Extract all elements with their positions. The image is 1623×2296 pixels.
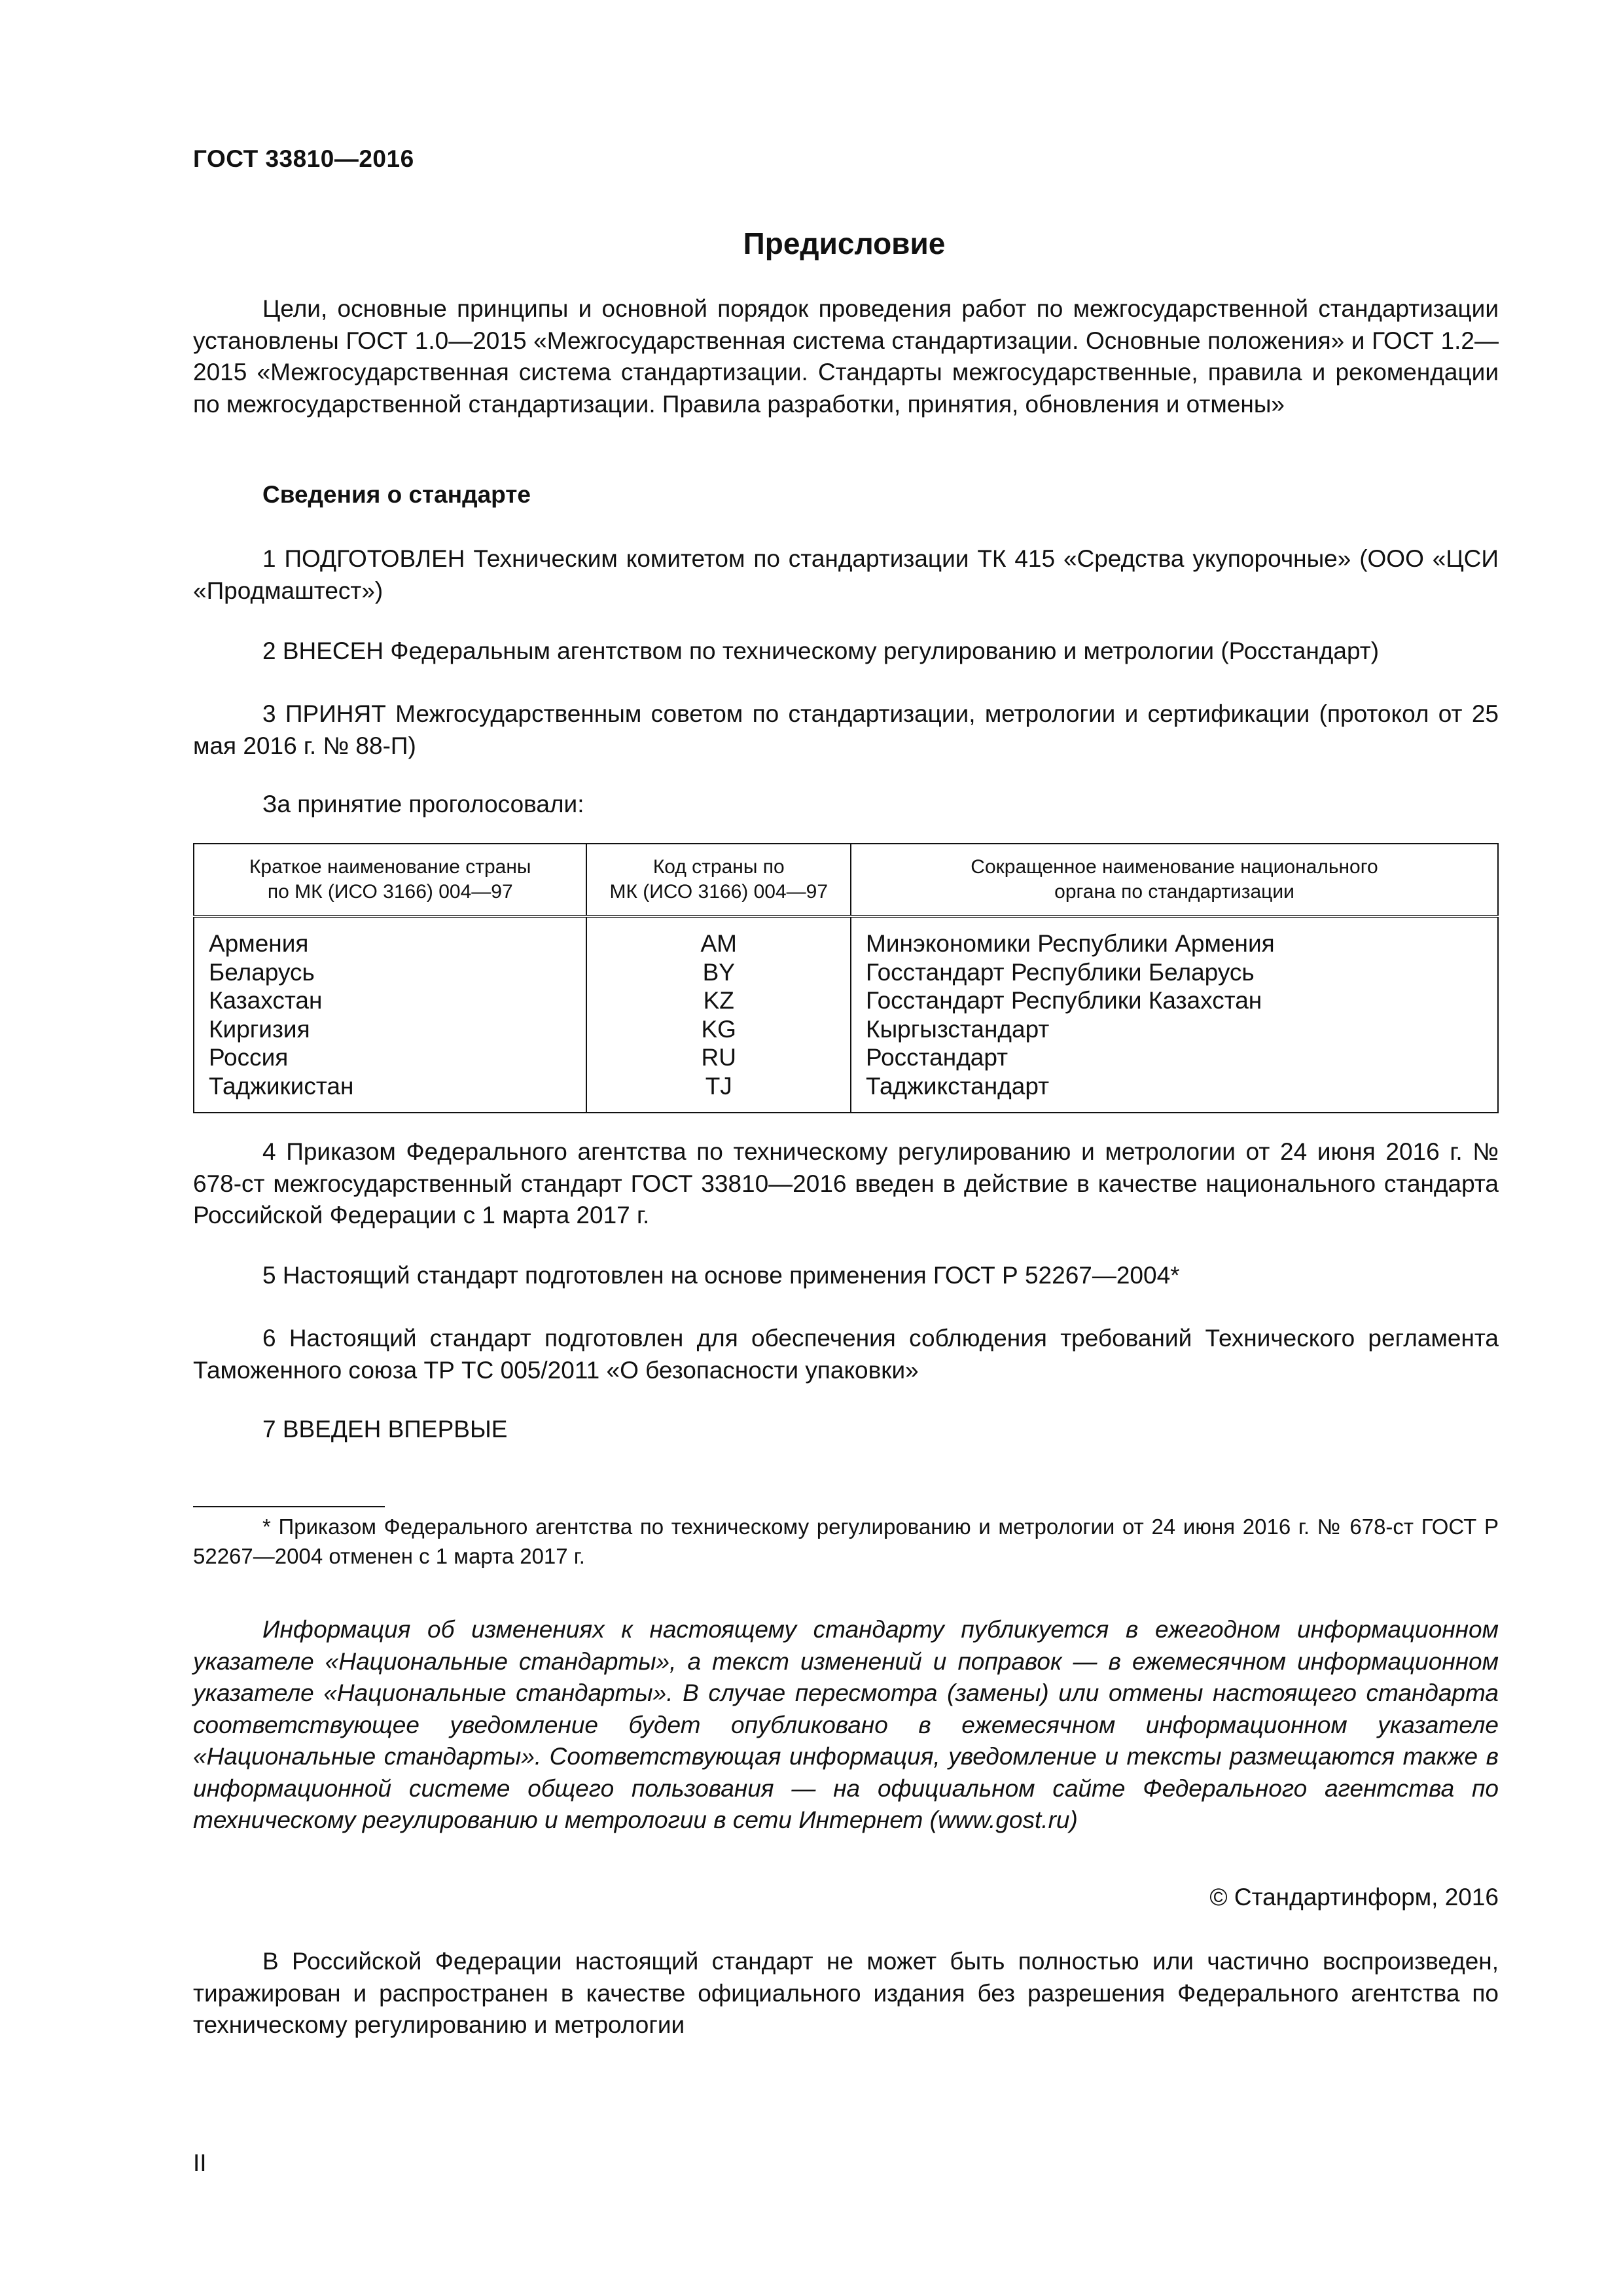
voting-countries-table — [193, 843, 1499, 1113]
table-cell-code: KG — [701, 1015, 736, 1043]
table-cell-country: Киргизия — [209, 1015, 310, 1043]
vote-intro-text: За принятие проголосовали: — [262, 791, 584, 817]
item-6-text: 6 Настоящий стандарт подготовлен для обеспечения соблюдения требований Технического регламента Таможенного союза ТР ТС 005/2011 «О безопасности упаковки» — [193, 1325, 1499, 1384]
table-header — [194, 844, 1498, 916]
distribution-notice-text: В Российской Федерации настоящий стандарт не может быть полностью или частично воспроизведен, тиражирован и распространен в качестве официального издания без разрешения Федерального агентства по техническому регулированию и метрологии — [193, 1948, 1499, 2038]
intro-text: Цели, основные принципы и основной порядок проведения работ по межгосударственной стандартизации установлены ГОСТ 1.0—2015 «Межгосударственная система стандартизации. Основные положения» и ГОСТ 1.2—2015 «Межгосударственная система стандартизации. Стандарты межгосударственные, правила и рекомендации по межгосударственной стандартизации. Правила разработки, принятия, обновления и отмены» — [193, 295, 1499, 418]
table-cell-country: Таджикистан — [209, 1072, 354, 1100]
standard-code-header: ГОСТ 33810—2016 — [193, 145, 414, 172]
item-5 — [193, 1260, 1499, 1292]
item-4-text: 4 Приказом Федерального агентства по техническому регулированию и метрологии от 24 июня 2016 г. № 678-ст межгосударственный стандарт ГОСТ 33810—2016 введен в действие в качестве национального стандарта Российской Федерации с 1 марта 2017 г. — [193, 1138, 1499, 1229]
info-notice — [193, 1614, 1499, 1837]
item-1 — [193, 543, 1499, 607]
footnote — [193, 1512, 1499, 1571]
agency-column — [851, 916, 1498, 1113]
item-3-text: 3 ПРИНЯТ Межгосударственным советом по стандартизации, метрологии и сертификации (протокол от 25 мая 2016 г. № 88-П) — [193, 700, 1499, 759]
distribution-notice — [193, 1946, 1499, 2041]
section-heading: Сведения о стандарте — [262, 481, 531, 508]
table-cell-code: AM — [700, 930, 737, 957]
table-cell-agency: Таджикстандарт — [866, 1072, 1050, 1100]
item-2-text: 2 ВНЕСЕН Федеральным агентством по техническому регулированию и метрологии (Росстандарт) — [262, 637, 1380, 664]
page-number: II — [193, 2149, 207, 2176]
table-cell-code: BY — [702, 958, 735, 986]
table-cell-agency: Госстандарт Республики Беларусь — [866, 958, 1255, 986]
table-cell-country: Казахстан — [209, 987, 323, 1014]
table-cell-agency: Госстандарт Республики Казахстан — [866, 987, 1262, 1014]
item-5-text: 5 Настоящий стандарт подготовлен на основе применения ГОСТ Р 52267—2004* — [262, 1262, 1180, 1289]
footnote-text: * Приказом Федерального агентства по техническому регулированию и метрологии от 24 июня 2016 г. № 678-ст ГОСТ Р 52267—2004 отменен с 1 марта 2017 г. — [193, 1515, 1499, 1568]
item-4 — [193, 1136, 1499, 1232]
table-cell-country: Россия — [209, 1044, 289, 1071]
table-cell-code: KZ — [703, 987, 734, 1014]
table-cell-code: TJ — [705, 1072, 732, 1100]
table-cell-agency: Росстандарт — [866, 1044, 1008, 1071]
copyright-line: © Стандартинформ, 2016 — [1209, 1884, 1499, 1910]
column-header-agency: Сокращенное наименование национального органа по стандартизации — [851, 844, 1498, 916]
vote-intro — [193, 789, 1499, 821]
info-notice-text: Информация об изменениях к настоящему стандарту публикуется в ежегодном информационном указателе «Национальные стандарты», а текст изменений и поправок — в ежемесячном информационном указателе «Национальные стандарты». В случае пересмотра (замены) или отмены настоящего стандарта соответствующее уведомление будет опубликовано в ежемесячном информационном указателе «Национальные стандарты». Соответствующая информация, уведомление и тексты размещаются также в информационной системе общего пользования — на официальном сайте Федерального агентства по техническому регулированию и метрологии в сети Интернет (www.gost.ru) — [193, 1616, 1499, 1833]
table-cell-agency: Кыргызстандарт — [866, 1015, 1050, 1043]
item-3 — [193, 698, 1499, 762]
item-7 — [193, 1414, 1499, 1446]
country-column — [194, 916, 586, 1113]
code-column — [586, 916, 851, 1113]
item-1-text: 1 ПОДГОТОВЛЕН Техническим комитетом по стандартизации ТК 415 «Средства укупорочные» (ООО «ЦСИ «Продмаштест») — [193, 545, 1499, 604]
column-header-country: Краткое наименование страны по МК (ИСО 3166) 004—97 — [194, 844, 586, 916]
table-cell-country: Армения — [209, 930, 309, 957]
page-title: Предисловие — [743, 226, 946, 260]
item-2 — [193, 636, 1499, 668]
item-7-text: 7 ВВЕДЕН ВПЕРВЫЕ — [262, 1416, 508, 1443]
table-cell-country: Беларусь — [209, 958, 315, 986]
table-cell-code: RU — [701, 1044, 736, 1071]
item-6 — [193, 1323, 1499, 1386]
table-cell-agency: Минэкономики Республики Армения — [866, 930, 1275, 957]
footnote-divider — [193, 1506, 385, 1507]
intro-paragraph — [193, 293, 1499, 420]
column-header-code: Код страны по МК (ИСО 3166) 004—97 — [586, 844, 851, 916]
